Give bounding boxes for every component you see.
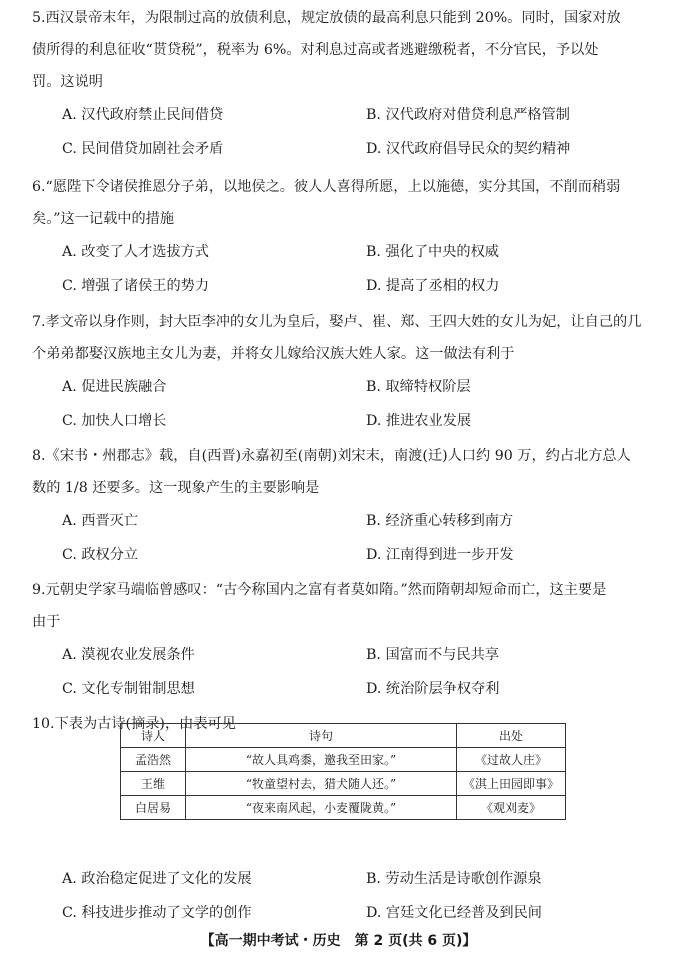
option-a[interactable]: A. 漠视农业发展条件 — [62, 647, 195, 663]
column-header-poet: 诗人 — [121, 724, 186, 748]
option-d[interactable]: D. 统治阶层争权夺利 — [366, 681, 500, 697]
question-9 — [32, 574, 644, 706]
stem-line: 债所得的利息征收“贳贷税”，税率为 6%。对利息过高或者逃避缴税者，不分官民，予以处 — [32, 42, 599, 58]
question-5 — [32, 2, 644, 166]
stem-line: 矣。”这一记载中的措施 — [32, 211, 175, 227]
option-a[interactable]: A. 西晋灭亡 — [62, 513, 139, 529]
option-d[interactable]: D. 宫廷文化已经普及到民间 — [366, 905, 542, 921]
cell-poet: 王维 — [121, 772, 186, 796]
stem-line: 罚。这说明 — [32, 74, 103, 90]
option-c[interactable]: C. 文化专制钳制思想 — [62, 681, 195, 697]
question-6-stem — [32, 171, 644, 235]
cell-source: 《观刈麦》 — [457, 796, 566, 820]
option-d[interactable]: D. 提高了丞相的权力 — [366, 278, 500, 294]
question-7-stem — [32, 306, 644, 370]
option-c[interactable]: C. 科技进步推动了文学的创作 — [62, 905, 252, 921]
options-row — [32, 235, 644, 269]
option-a[interactable]: A. 改变了人才选拔方式 — [62, 244, 209, 260]
question-7 — [32, 306, 644, 438]
stem-line: 6.“愿陛下令诸侯推恩分子弟，以地侯之。彼人人喜得所愿，上以施德，实分其国，不削而稍弱 — [32, 179, 621, 195]
question-6 — [32, 171, 644, 303]
option-b[interactable]: B. 取缔特权阶层 — [366, 379, 471, 395]
table-header-row — [121, 724, 566, 748]
cell-source: 《淇上田园即事》 — [457, 772, 566, 796]
option-c[interactable]: C. 增强了诸侯王的势力 — [62, 278, 210, 294]
stem-line: 个弟弟都娶汉族地主女儿为妻，并将女儿嫁给汉族大姓人家。这一做法有利于 — [32, 346, 515, 362]
options-row — [32, 504, 644, 538]
page-footer: 【高一期中考试・历史 第 2 页(共 6 页)】 — [200, 933, 477, 949]
table-row — [121, 748, 566, 772]
column-header-verse: 诗句 — [186, 724, 457, 748]
option-d[interactable]: D. 汉代政府倡导民众的契约精神 — [366, 141, 571, 157]
question-9-stem — [32, 574, 644, 638]
column-header-source: 出处 — [457, 724, 566, 748]
option-d[interactable]: D. 推进农业发展 — [366, 413, 472, 429]
option-a[interactable]: A. 汉代政府禁止民间借贷 — [62, 107, 224, 123]
options-row — [32, 370, 644, 404]
options-row — [32, 269, 644, 303]
question-10-options — [32, 862, 644, 930]
question-8 — [32, 440, 644, 572]
stem-line: 9.元朝史学家马端临曾感叹：“古今称国内之富有者莫如隋。”然而隋朝却短命而亡，这主要是 — [32, 582, 607, 598]
stem-line: 8.《宋书・州郡志》载，自(西晋)永嘉初至(南朝)刘宋末，南渡(迁)人口约 90 万，约占北方总人 — [32, 448, 631, 464]
option-b[interactable]: B. 经济重心转移到南方 — [366, 513, 514, 529]
stem-line: 7.孝文帝以身作则，封大臣李冲的女儿为皇后，娶卢、崔、郑、王四大姓的女儿为妃，让自己的几 — [32, 314, 642, 330]
cell-source: 《过故人庄》 — [457, 748, 566, 772]
option-a[interactable]: A. 政治稳定促进了文化的发展 — [62, 871, 252, 887]
question-5-stem — [32, 2, 644, 98]
cell-poet: 孟浩然 — [121, 748, 186, 772]
options-row — [32, 404, 644, 438]
options-row — [32, 672, 644, 706]
poem-table — [120, 723, 566, 820]
option-a[interactable]: A. 促进民族融合 — [62, 379, 167, 395]
cell-verse: “牧童望村去，猎犬随人还。” — [186, 772, 457, 796]
option-d[interactable]: D. 江南得到进一步开发 — [366, 547, 514, 563]
options-row — [32, 896, 644, 930]
options-row — [32, 538, 644, 572]
option-c[interactable]: C. 民间借贷加剧社会矛盾 — [62, 141, 224, 157]
stem-line: 由于 — [32, 614, 61, 630]
options-row — [32, 132, 644, 166]
options-row — [32, 98, 644, 132]
cell-poet: 白居易 — [121, 796, 186, 820]
option-b[interactable]: B. 劳动生活是诗歌创作源泉 — [366, 871, 542, 887]
option-b[interactable]: B. 国富而不与民共享 — [366, 647, 499, 663]
cell-verse: “夜来南风起，小麦覆陇黄。” — [186, 796, 457, 820]
stem-line: 5.西汉景帝末年，为限制过高的放债利息，规定放债的最高利息只能到 20%。同时，国家对放 — [32, 10, 621, 26]
question-8-stem — [32, 440, 644, 504]
option-b[interactable]: B. 强化了中央的权威 — [366, 244, 499, 260]
table-row — [121, 796, 566, 820]
stem-line: 数的 1/8 还要多。这一现象产生的主要影响是 — [32, 480, 320, 496]
options-row — [32, 638, 644, 672]
table-row — [121, 772, 566, 796]
option-c[interactable]: C. 政权分立 — [62, 547, 139, 563]
option-b[interactable]: B. 汉代政府对借贷利息严格管制 — [366, 107, 570, 123]
stem-line: 10.下表为古诗(摘录)，由表可见 — [32, 716, 236, 732]
option-c[interactable]: C. 加快人口增长 — [62, 413, 167, 429]
cell-verse: “故人具鸡黍，邀我至田家。” — [186, 748, 457, 772]
options-row — [32, 862, 644, 896]
